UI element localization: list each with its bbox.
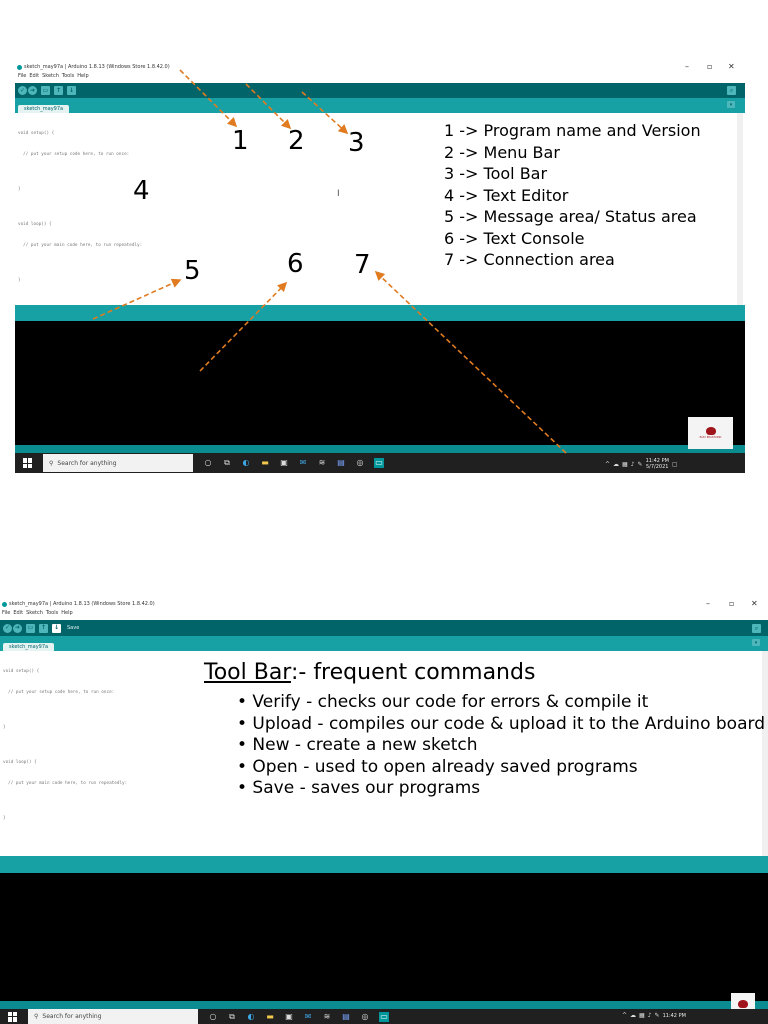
taskbar [0,1009,768,1024]
code-line: void setup() { [18,131,55,136]
network-icon[interactable]: ▦ [622,460,628,468]
search-placeholder: Search for anything [42,1013,102,1020]
tray-chevron-icon[interactable]: ^ [605,460,611,468]
new-icon[interactable]: ▭ [42,86,49,94]
close-button[interactable]: ✕ [751,599,758,608]
code-area [3,654,127,836]
title-bar [0,599,768,609]
maximize-button[interactable]: ▫ [707,62,713,71]
store-icon[interactable]: ▣ [285,1011,293,1021]
arrow-1 [180,70,236,126]
window-title: sketch_may97a | Arduino 1.8.13 (Windows Store 1.8.42.0) [9,601,155,607]
volume-icon[interactable]: ♪ [647,1012,652,1019]
document-icon[interactable]: ▤ [342,1011,350,1021]
cortana-icon[interactable]: ○ [204,458,212,467]
document-icon[interactable]: ▤ [337,458,345,467]
verify-icon[interactable]: ✓ [4,624,11,631]
legend-item: 2 -> Menu Bar [444,142,560,162]
arduino-app-icon [2,602,7,607]
save-icon[interactable]: ↓ [68,86,75,94]
serial-monitor-icon[interactable]: ⌕ [752,624,761,633]
annotation-arrows [0,0,768,480]
menu-sketch[interactable]: Sketch [26,610,43,616]
serial-monitor-icon[interactable]: ⌕ [727,86,736,95]
clock[interactable] [663,1013,686,1019]
pen-icon[interactable]: ✎ [637,460,643,468]
menu-edit[interactable]: Edit [13,610,24,616]
network-icon[interactable]: ▦ [639,1012,645,1019]
upload-icon[interactable]: ➜ [14,624,21,631]
bullet-item: • New - create a new sketch [237,735,478,755]
toolbar-heading-underlined: Tool Bar [204,660,291,685]
new-icon[interactable]: ▭ [27,624,34,631]
menu-file[interactable]: File [2,610,11,616]
clock-time: 11:42 PM [662,1012,686,1019]
code-line: // put your setup code here, to run once: [3,690,115,695]
code-line: // put your setup code here, to run once: [18,152,130,157]
tab-row [0,636,768,651]
cloud-icon[interactable]: ☁ [630,1012,637,1019]
code-line: } [3,816,6,821]
arduino-taskbar-icon[interactable]: ▭ [380,1011,388,1021]
search-icon: ⚲ [49,459,54,467]
arrow-3 [302,92,347,133]
code-line: } [18,278,21,283]
logo-mark [738,1000,748,1008]
open-icon[interactable]: ↑ [55,86,62,94]
tab-menu-icon[interactable]: ▾ [727,101,735,108]
marker-7: 7 [354,250,371,280]
toolbar-heading-rest: :- frequent commands [290,660,536,685]
menu-help[interactable]: Help [61,610,73,616]
menu-sketch[interactable]: Sketch [42,73,59,79]
code-line: // put your main code here, to run repeatedly: [18,243,143,248]
mail-icon[interactable]: ✉ [304,1011,312,1021]
tab-sketch[interactable]: sketch_may97a [18,105,69,113]
menu-file[interactable]: File [18,73,27,79]
code-line: } [18,187,21,192]
legend-item: 4 -> Text Editor [444,185,569,205]
marker-1: 1 [232,126,249,156]
code-line: // put your main code here, to run repeatedly: [3,781,128,786]
tray-chevron-icon[interactable]: ^ [622,1012,628,1019]
tab-sketch[interactable]: sketch_may97a [3,643,54,651]
store-icon[interactable]: ▣ [280,458,288,467]
marker-3: 3 [348,128,365,158]
code-line: } [3,725,6,730]
arrow-7 [376,272,566,453]
windows-start-icon[interactable] [8,1012,18,1022]
marker-2: 2 [288,126,305,156]
legend-item: 1 -> Program name and Version [444,121,701,140]
legend-item: 3 -> Tool Bar [444,164,548,183]
connection-area [0,1001,768,1009]
toolbar-heading [204,660,535,685]
marker-4: 4 [133,176,150,206]
code-line: void loop() { [3,760,37,765]
clock-date: 5/7/2021 [646,464,669,470]
bullet-item: • Verify - checks our code for errors & compile it [237,692,649,712]
marker-6: 6 [287,249,304,279]
chrome-icon[interactable]: ◎ [356,458,364,467]
chrome-icon[interactable]: ◎ [361,1011,369,1021]
text-console [0,873,768,1001]
taskbar-apps [208,1012,389,1022]
upload-icon[interactable]: ➜ [29,86,36,94]
volume-icon[interactable]: ♪ [630,460,635,468]
minimize-button[interactable]: – [706,599,710,608]
maximize-button[interactable]: ▫ [729,599,735,608]
arrow-2 [246,84,290,128]
window-title: sketch_may97a | Arduino 1.8.13 (Windows Store 1.8.42.0) [24,64,170,70]
open-icon[interactable]: ↑ [40,624,47,631]
search-icon: ⚲ [34,1013,39,1020]
legend-item: 6 -> Text Console [444,228,585,248]
tool-bar [0,620,768,636]
system-tray [622,1012,686,1019]
bullet-item: • Open - used to open already saved programs [237,756,638,777]
marker-5: 5 [184,256,201,286]
close-button[interactable]: ✕ [728,62,735,71]
message-area [0,856,768,873]
tab-menu-icon[interactable]: ▾ [752,639,760,646]
clock-time: 11:42 PM [645,458,669,464]
file-explorer-icon[interactable]: ▬ [261,458,269,467]
menu-tools[interactable]: Tools [45,610,59,616]
edge-icon[interactable]: ◐ [242,458,250,467]
task-view-icon[interactable]: ⧉ [229,1011,235,1021]
bullet-item: • Save - saves our programs [237,778,481,798]
menu-help[interactable]: Help [77,73,89,79]
arrow-5 [93,280,180,319]
text-cursor-icon: I [337,189,340,199]
cortana-icon[interactable]: ○ [209,1011,217,1021]
toolbar-hover-label: Save [67,625,80,631]
toolbar-bullets [237,692,765,800]
menu-tools[interactable]: Tools [61,73,75,79]
edge-icon[interactable]: ◐ [247,1011,255,1021]
app-icon[interactable]: ≋ [318,458,326,467]
taskbar-search[interactable] [28,1009,198,1024]
bullet-item: • Upload - compiles our code & upload it to the Arduino board [237,713,765,734]
pen-icon[interactable]: ✎ [654,1012,660,1019]
search-placeholder: Search for anything [57,459,117,467]
code-line: void setup() { [3,669,40,674]
code-line: void loop() { [18,222,52,227]
minimize-button[interactable]: – [685,62,689,71]
cloud-icon[interactable]: ☁ [613,460,620,468]
task-view-icon[interactable]: ⧉ [224,458,230,467]
app-icon[interactable]: ≋ [323,1011,331,1021]
arduino-taskbar-icon[interactable]: ▭ [375,458,383,467]
verify-icon[interactable]: ✓ [19,86,26,94]
legend-item: 5 -> Message area/ Status area [444,207,697,226]
file-explorer-icon[interactable]: ▬ [266,1011,274,1021]
legend-item: 7 -> Connection area [444,250,615,269]
arrow-6 [200,283,286,371]
notifications-icon[interactable]: ▢ [671,460,678,468]
menu-edit[interactable]: Edit [29,73,40,79]
menu-bar [2,610,73,616]
save-icon[interactable]: ↓ [53,624,60,631]
logo-text: EASY REASTUDIO [699,436,722,439]
mail-icon[interactable]: ✉ [299,458,307,467]
